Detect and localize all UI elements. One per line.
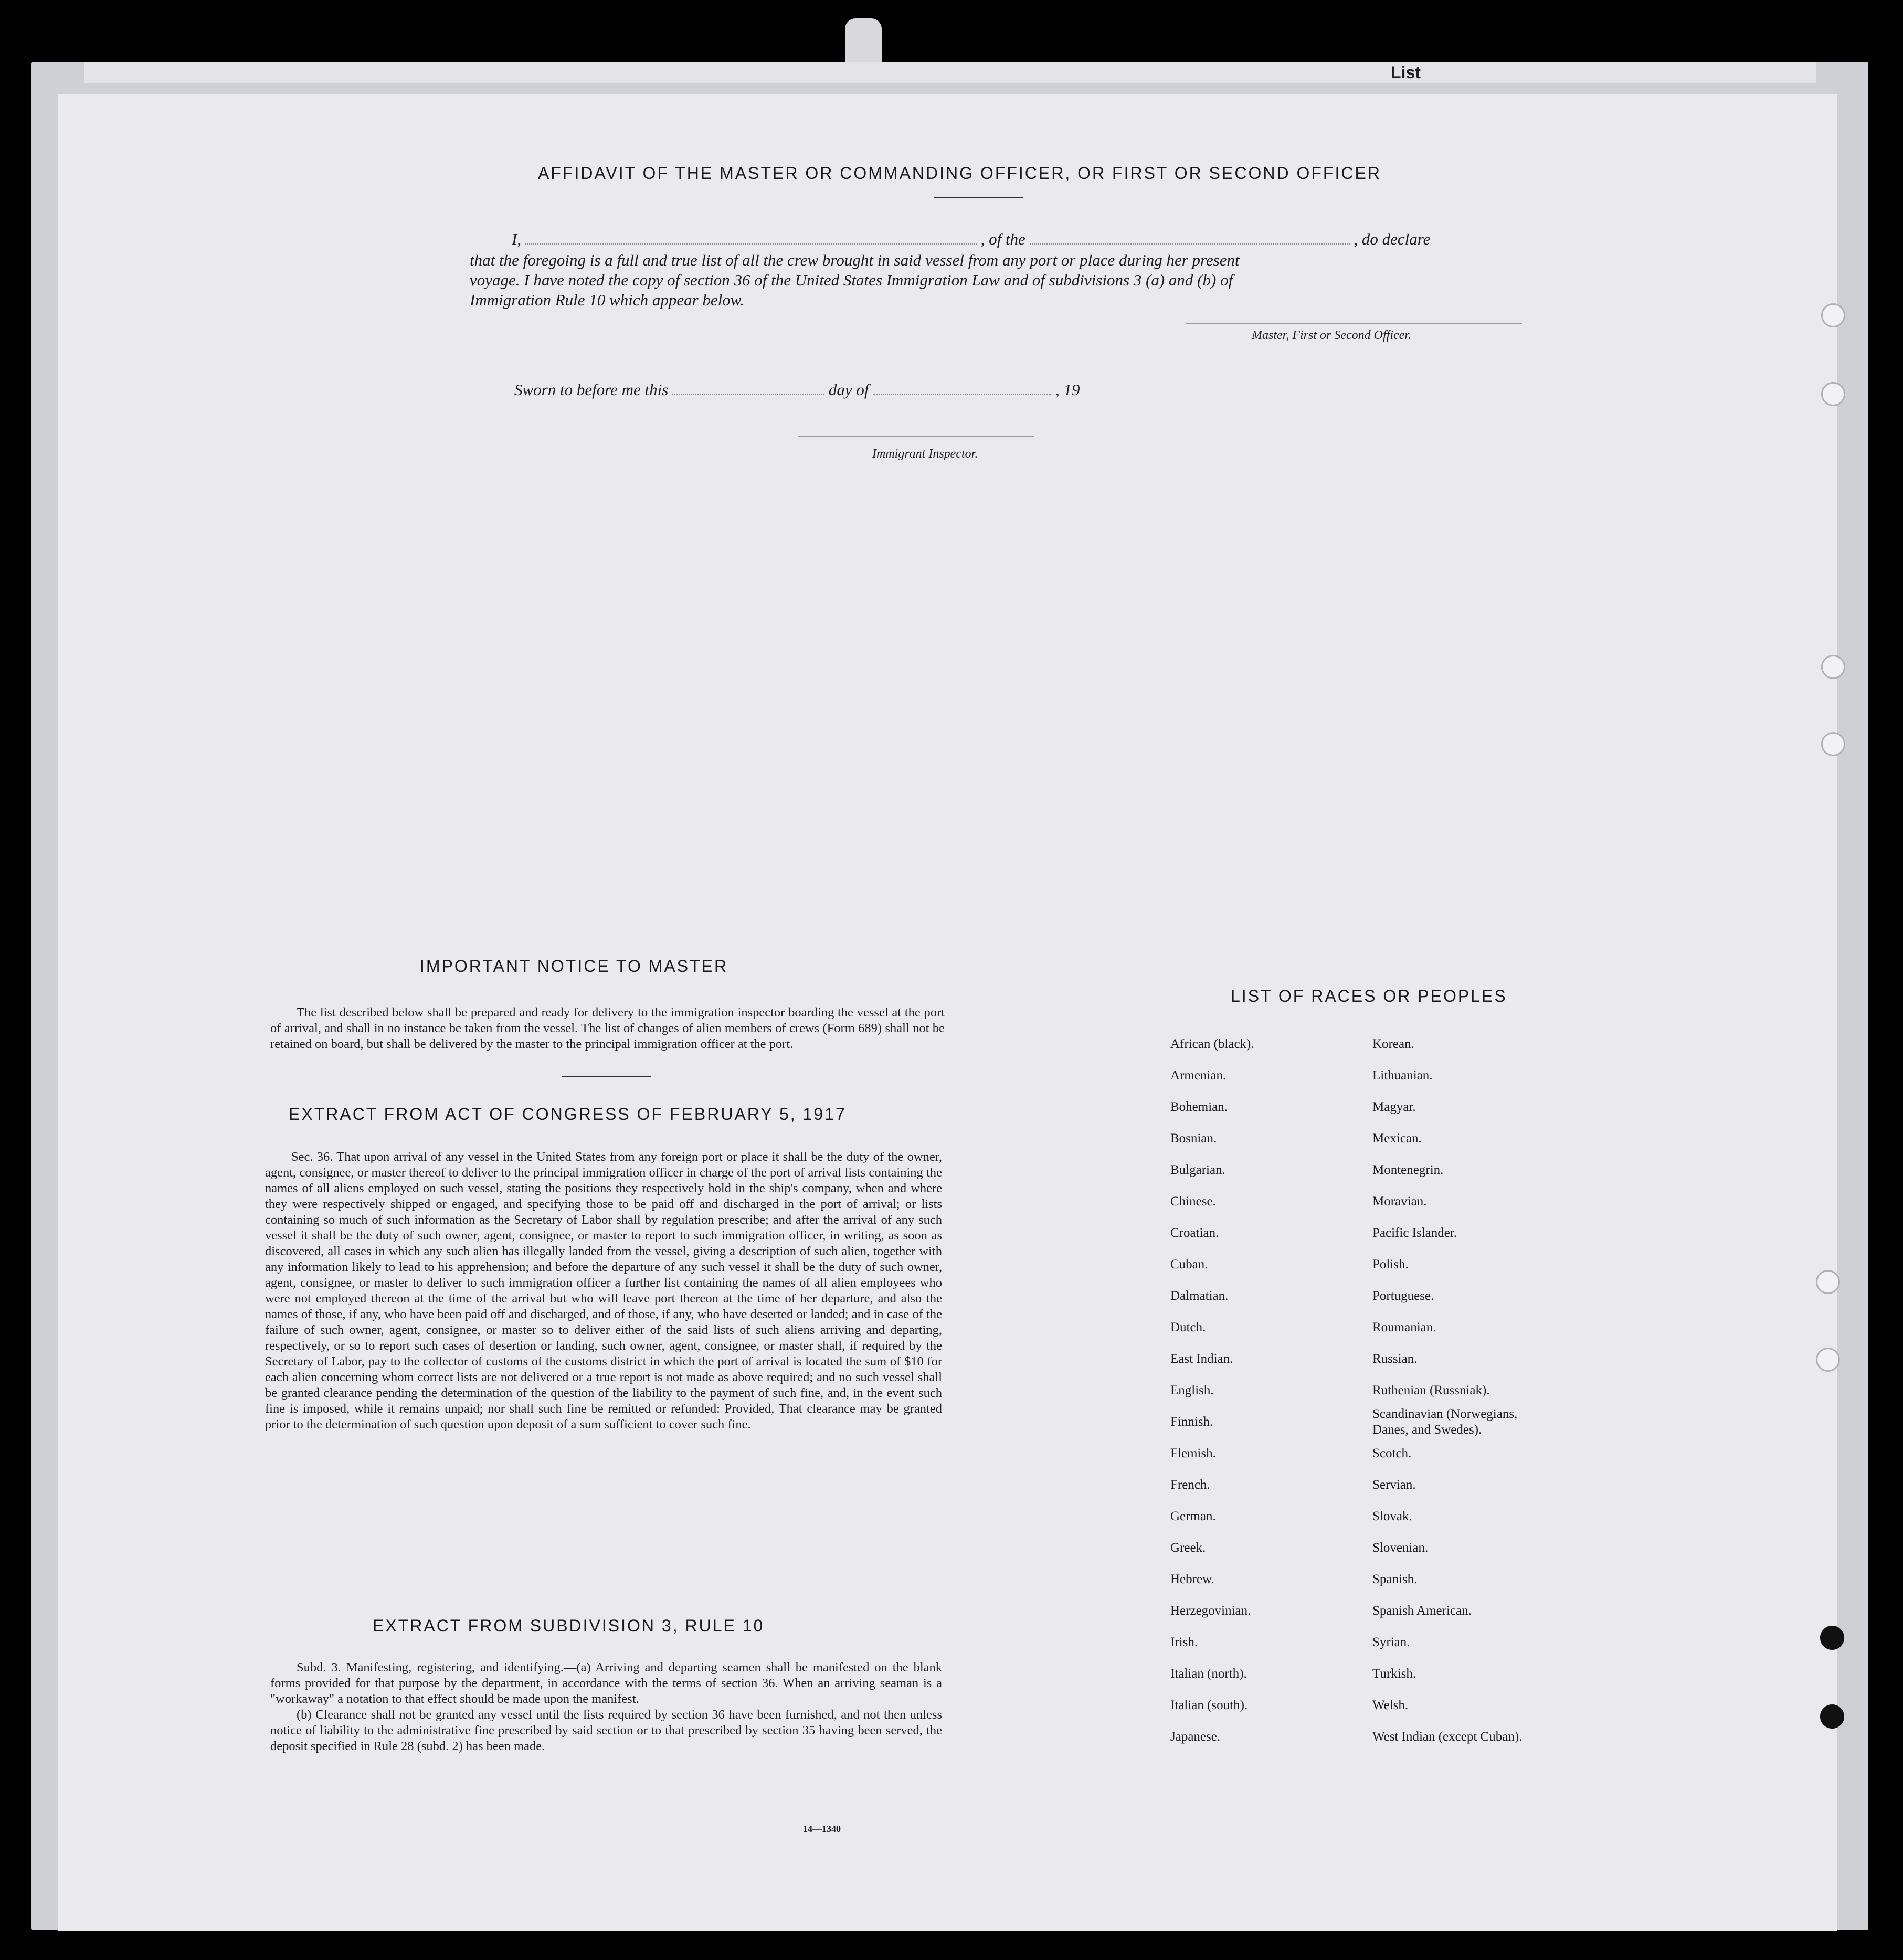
binder-hole: [1821, 655, 1845, 679]
race-item: Pacific Islander.: [1372, 1226, 1457, 1240]
race-item: Scandinavian (Norwegians, Danes, and Swedes).: [1372, 1407, 1518, 1437]
race-item: Scotch.: [1372, 1446, 1412, 1460]
race-item: Italian (north).: [1170, 1667, 1247, 1681]
race-item: Bosnian.: [1170, 1131, 1217, 1146]
race-item: Chinese.: [1170, 1194, 1216, 1209]
race-item: Syrian.: [1372, 1635, 1410, 1649]
master-signature-line[interactable]: [1186, 323, 1522, 324]
affidavit-line-4: Immigration Rule 10 which appear below.: [470, 291, 744, 309]
race-item: Hebrew.: [1170, 1572, 1214, 1586]
race-item: Croatian.: [1170, 1226, 1219, 1240]
affidavit-of-the: , of the: [980, 230, 1025, 248]
act-extract-title: EXTRACT FROM ACT OF CONGRESS OF FEBRUARY 5, 1917: [289, 1105, 847, 1124]
binder-hole: [1820, 1626, 1844, 1650]
master-name-field[interactable]: [525, 231, 977, 245]
notice-title: IMPORTANT NOTICE TO MASTER: [420, 957, 728, 976]
sworn-month-field[interactable]: [873, 382, 1051, 395]
race-item: Flemish.: [1170, 1446, 1216, 1460]
affidavit-line-1: [512, 230, 1430, 249]
races-column-1: [1170, 1029, 1254, 1753]
notice-paragraph: The list described below shall be prepared and ready for delivery to the immigration inspector boarding the vessel at the port of arrival, and shall in no instance be taken from the vessel. The list of changes of alien members of crews (Form 689) shall not be retained on board, but shall be delivered by the master to the principal immigration officer at the port.: [270, 1005, 945, 1051]
race-item: Bohemian.: [1170, 1100, 1228, 1114]
race-item: Korean.: [1372, 1037, 1414, 1051]
race-item: African (black).: [1170, 1037, 1254, 1051]
race-item: Greek.: [1170, 1541, 1206, 1555]
inspector-caption: Immigrant Inspector.: [872, 447, 978, 461]
race-item: English.: [1170, 1383, 1214, 1397]
race-item: Cuban.: [1170, 1257, 1208, 1272]
subdivision-a-paragraph: Subd. 3. Manifesting, registering, and identifying.—(a) Arriving and departing seamen shall be manifested on the blank forms provided for that purpose by the department, in accordance with the terms of section 36. When an arriving seaman is a "workaway" a notation to that effect should be made upon the manifest.: [270, 1660, 942, 1706]
vessel-name-field[interactable]: [1030, 231, 1350, 245]
race-item: Finnish.: [1170, 1415, 1213, 1429]
race-item: French.: [1170, 1478, 1210, 1492]
inspector-signature-line[interactable]: [798, 436, 1034, 437]
race-item: Mexican.: [1372, 1131, 1422, 1146]
race-item: Spanish American.: [1372, 1604, 1472, 1618]
affidavit-line-2: that the foregoing is a full and true list of all the crew brought in said vessel from any port or place during her present: [470, 251, 1240, 269]
affidavit-title-rule: [934, 197, 1023, 198]
affidavit-i: I,: [512, 230, 522, 248]
binder-hole: [1816, 1348, 1840, 1372]
race-item: Armenian.: [1170, 1068, 1227, 1083]
subdivision-b-paragraph: (b) Clearance shall not be granted any vessel until the lists required by section 36 have been furnished, and not then unless notice of liability to the administrative fine prescribed by said section or to that prescribed by section 35 having been served, the deposit specified in Rule 28 (subd. 2) has been made.: [270, 1708, 942, 1753]
affidavit-line-3: voyage. I have noted the copy of section 36 of the United States Immigration Law and of subdivisions 3 (a) and (b) of: [470, 271, 1233, 289]
race-item: Welsh.: [1372, 1698, 1409, 1712]
section-36-paragraph: Sec. 36. That upon arrival of any vessel in the United States from any foreign port or place it shall be the duty of the owner, agent, consignee, or master thereof to deliver to the principal immigration officer in charge of the port of arrival lists containing the names of all aliens employed on such vessel, stating the positions they respectively hold in the ship's company, when and where they were respectively shipped or engaged, and specifying those to be paid off and discharged in the port of arrival; or lists containing so much of such information as the Secretary of Labor shall by regulation prescribe; and after the arrival of any such vessel it shall be the duty of such owner, agent, consignee, or master to report to such immigration officer, in writing, as soon as discovered, all cases in which any such alien has illegally landed from the vessel, giving a description of such alien, together with any information likely to lead to his apprehension; and before the departure of any such vessel it shall be the duty of such owner, agent, consignee, or master to deliver to such immigration officer a further list containing the names of all alien employees who were not employed thereon at the time of the arrival but who will leave port thereon at the time of her departure, and also the names of those, if any, who have been paid off and discharged, and of those, if any, who have deserted or landed; and in case of the failure of such owner, agent, consignee, or master so to deliver either of the said lists of such aliens arriving and departing, respectively, or so to report such cases of desertion or landing, such owner, agent, consignee, or master shall, if required by the Secretary of Labor, pay to the collector of customs of the customs district in which the port of arrival is located the sum of $10 for each alien concerning whom correct lists are not delivered or a true report is not made as above required; and no such vessel shall be granted clearance pending the determination of the question of the liability to the payment of such fine, and, in the event such fine is imposed, while it remains unpaid; nor shall such fine be remitted or refunded: Provided, That clearance may be granted prior to the determination of such question upon deposit of a sum sufficient to cover such fine.: [265, 1150, 942, 1432]
race-item: Slovak.: [1372, 1509, 1412, 1523]
race-item: Portuguese.: [1372, 1289, 1434, 1303]
form-code: 14—1340: [803, 1824, 841, 1834]
affidavit-do-declare: , do declare: [1354, 230, 1431, 248]
race-item: Turkish.: [1372, 1667, 1416, 1681]
sworn-text: Sworn to before me this: [514, 380, 669, 399]
document-page: [58, 94, 1837, 1931]
race-item: Moravian.: [1372, 1194, 1427, 1209]
race-item: Polish.: [1372, 1257, 1409, 1272]
race-item: Dutch.: [1170, 1320, 1206, 1334]
year-prefix: , 19: [1055, 380, 1080, 399]
race-item: German.: [1170, 1509, 1216, 1523]
race-item: Magyar.: [1372, 1100, 1416, 1114]
race-item: Japanese.: [1170, 1730, 1221, 1744]
race-item: Russian.: [1372, 1352, 1418, 1366]
race-item: Ruthenian (Russniak).: [1372, 1383, 1490, 1397]
binder-hole: [1816, 1270, 1840, 1294]
binder-hole: [1821, 382, 1845, 406]
race-item: Herzegovinian.: [1170, 1604, 1251, 1618]
notice-body: [270, 1005, 945, 1052]
list-strip: [84, 62, 1816, 83]
race-item: Montenegrin.: [1372, 1163, 1444, 1177]
race-item: Dalmatian.: [1170, 1289, 1229, 1303]
race-item: Slovenian.: [1372, 1541, 1429, 1555]
sworn-line: [514, 380, 1080, 399]
race-item: Lithuanian.: [1372, 1068, 1433, 1083]
race-item: Irish.: [1170, 1635, 1198, 1649]
affidavit-title: AFFIDAVIT OF THE MASTER OR COMMANDING OFFICER, OR FIRST OR SECOND OFFICER: [538, 164, 1381, 183]
rule-extract-title: EXTRACT FROM SUBDIVISION 3, RULE 10: [373, 1616, 765, 1635]
race-item: Spanish.: [1372, 1572, 1418, 1586]
races-column-2: [1372, 1029, 1546, 1753]
rule-extract-body: [270, 1660, 942, 1754]
binder-hole: [1820, 1704, 1844, 1729]
races-title: LIST OF RACES OR PEOPLES: [1231, 987, 1507, 1005]
notice-rule: [562, 1076, 651, 1077]
act-extract-body: [265, 1149, 942, 1433]
race-item: West Indian (except Cuban).: [1372, 1730, 1523, 1744]
race-item: Italian (south).: [1170, 1698, 1248, 1712]
master-caption: Master, First or Second Officer.: [1252, 329, 1411, 342]
race-item: Servian.: [1372, 1478, 1416, 1492]
race-item: Roumanian.: [1372, 1320, 1436, 1334]
sworn-day-field[interactable]: [672, 382, 824, 395]
race-item: East Indian.: [1170, 1352, 1233, 1366]
binder-hole: [1821, 732, 1845, 756]
race-item: Bulgarian.: [1170, 1163, 1225, 1177]
binder-hole: [1821, 303, 1845, 327]
list-label: List: [1391, 63, 1421, 82]
day-of-text: day of: [828, 380, 869, 399]
